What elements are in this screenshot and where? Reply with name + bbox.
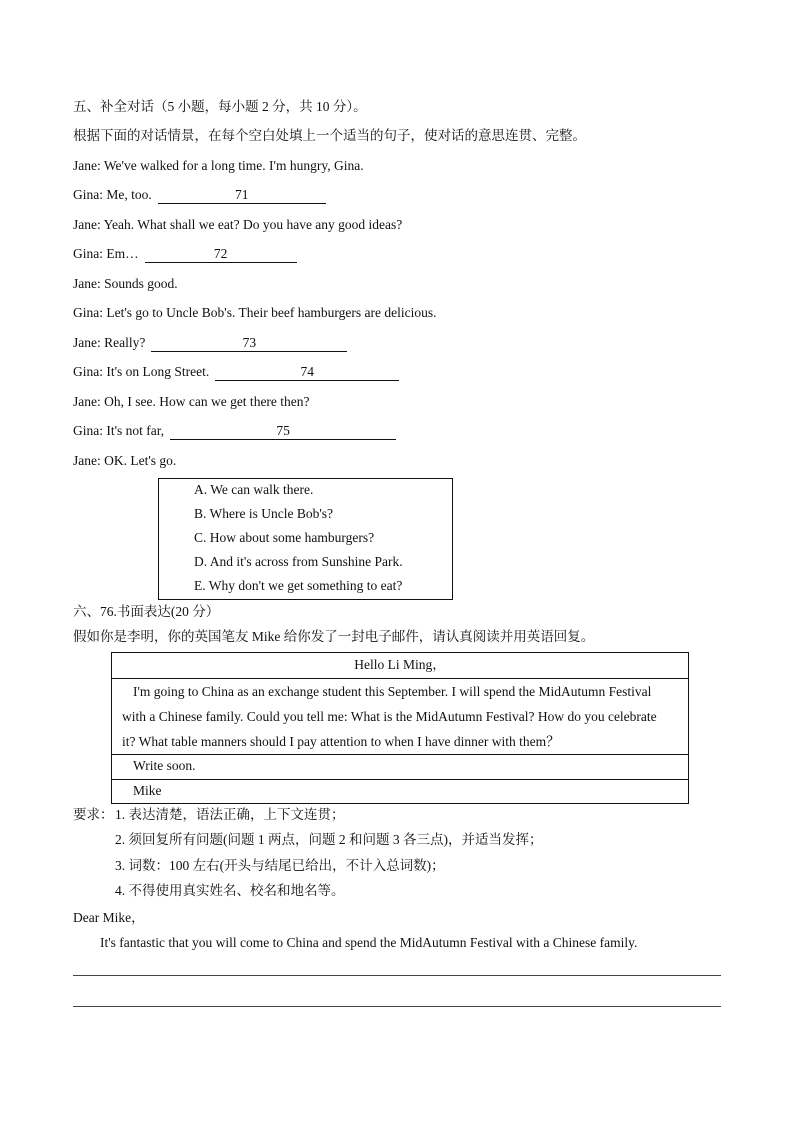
requirement-item: 1. 表达清楚，语法正确，上下文连贯； — [115, 807, 345, 822]
answer-blank-71[interactable]: 71 — [158, 187, 326, 204]
answer-blank-72[interactable]: 72 — [145, 246, 297, 263]
dialog-line: Gina: Em… 72 — [73, 245, 297, 263]
email-body-line: with a Chinese family. Could you tell me: What is the MidAutumn Festival? How do you celebrate — [122, 709, 657, 724]
dialog-line: Gina: Me, too. 71 — [73, 186, 326, 204]
email-signature: Mike — [133, 783, 162, 798]
option-d: D. And it's across from Sunshine Park. — [194, 554, 403, 569]
dialog-line: Gina: It's not far, 75 — [73, 422, 396, 440]
dialog-line: Gina: It's on Long Street. 74 — [73, 363, 399, 381]
dialog-line: Jane: Sounds good. — [73, 276, 178, 291]
section6-heading: 六、76.书面表达(20 分） — [73, 604, 220, 619]
dialog-line: Jane: OK. Let's go. — [73, 453, 177, 468]
requirement-item: 4. 不得使用真实姓名、校名和地名等。 — [115, 883, 345, 898]
requirement-item: 2. 须回复所有问题(问题 1 两点，问题 2 和问题 3 各三点)，并适当发挥； — [115, 832, 543, 847]
email-body — [112, 679, 688, 755]
requirement-item: 3. 词数：100 左右(开头与结尾已给出，不计入总词数)； — [115, 858, 445, 873]
answer-blank-75[interactable]: 75 — [170, 423, 396, 440]
email-closing: Write soon. — [112, 755, 688, 780]
option-e: E. Why don't we get something to eat? — [194, 578, 403, 593]
dialog-line: Gina: Let's go to Uncle Bob's. Their beef hamburgers are delicious. — [73, 305, 437, 320]
email-body-line: it? What table manners should I pay attention to when I have dinner with them？ — [122, 734, 560, 749]
requirements-label: 要求： — [73, 807, 114, 822]
dialog-line: Jane: Yeah. What shall we eat? Do you have any good ideas? — [73, 217, 403, 232]
option-c: C. How about some hamburgers? — [194, 530, 375, 545]
dialog-line: Jane: Really? 73 — [73, 334, 347, 352]
option-b: B. Where is Uncle Bob's? — [194, 506, 334, 521]
answer-blank-73[interactable]: 73 — [151, 335, 347, 352]
letter-greeting: Dear Mike， — [73, 910, 145, 925]
dialog-line: Jane: Oh, I see. How can we get there then? — [73, 394, 310, 409]
letter-opening: It's fantastic that you will come to China and spend the MidAutumn Festival with a Chinese family. — [100, 935, 638, 950]
email-body-line: I'm going to China as an exchange student this September. I will spend the MidAutumn Festival — [133, 684, 652, 699]
section5-instruction: 根据下面的对话情景，在每个空白处填上一个适当的句子，使对话的意思连贯、完整。 — [73, 128, 586, 143]
dialog-line: Jane: We've walked for a long time. I'm hungry, Gina. — [73, 158, 364, 173]
answer-blank-74[interactable]: 74 — [215, 364, 399, 381]
section6-instruction: 假如你是李明，你的英国笔友 Mike 给你发了一封电子邮件，请认真阅读并用英语回复。 — [73, 629, 595, 644]
writing-line[interactable] — [73, 1006, 721, 1007]
option-a: A. We can walk there. — [194, 482, 314, 497]
email-box — [111, 652, 689, 804]
options-box — [158, 478, 453, 600]
email-greeting: Hello Li Ming， — [112, 653, 688, 679]
writing-line[interactable] — [73, 975, 721, 976]
section5-heading: 五、补全对话（5 小题，每小题 2 分，共 10 分）。 — [73, 99, 367, 114]
